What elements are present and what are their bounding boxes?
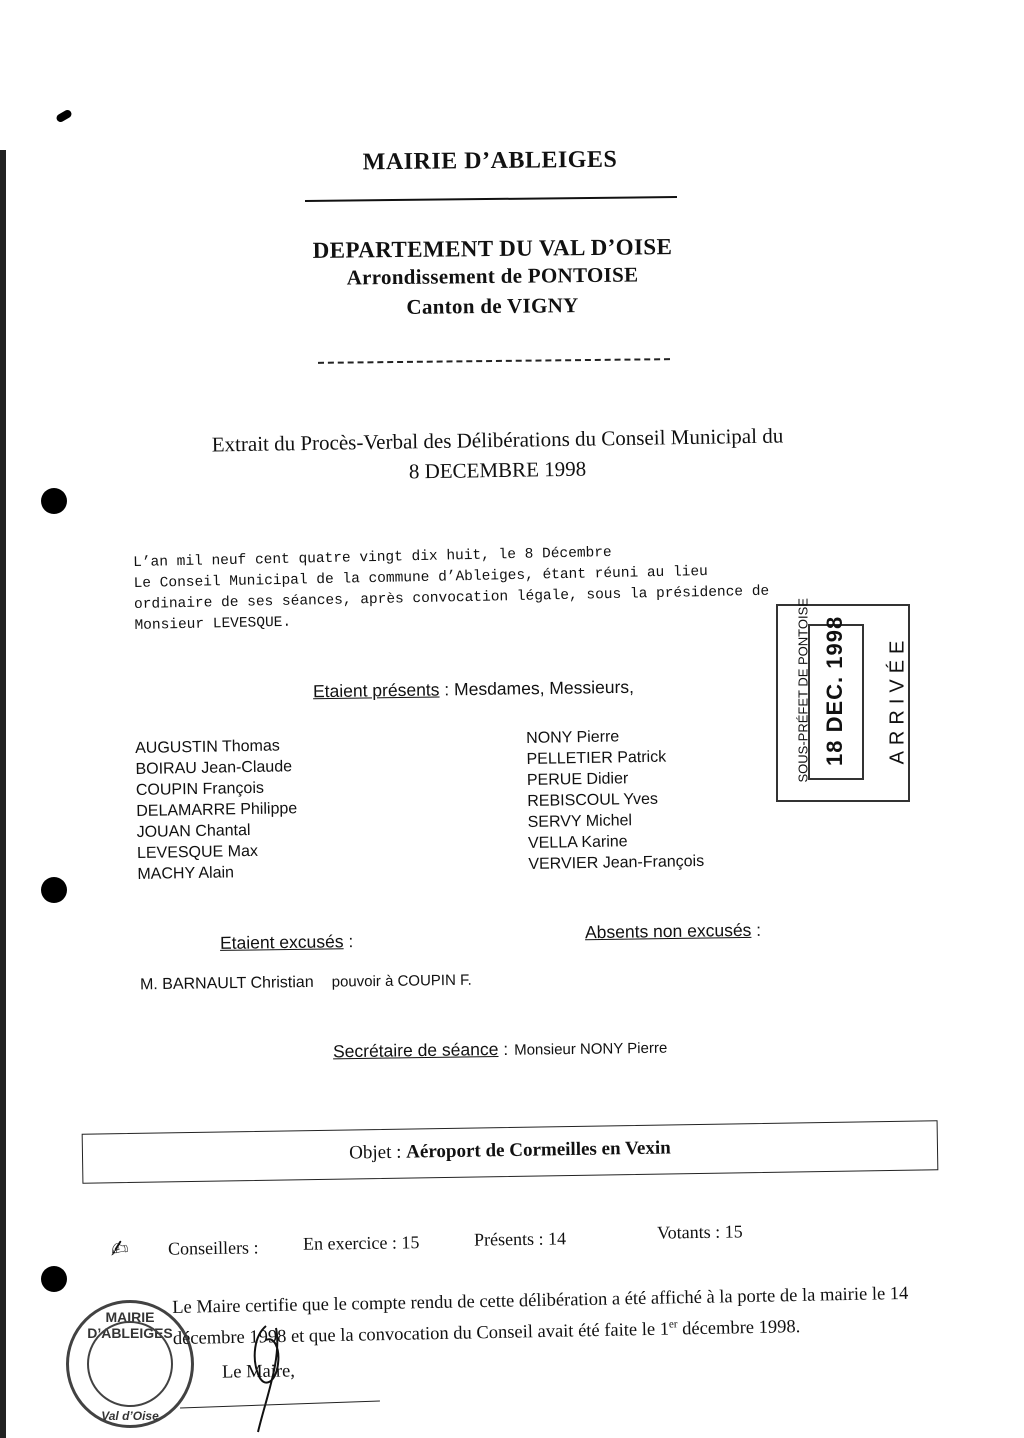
objet-box	[82, 1120, 939, 1183]
presents-list-right	[526, 725, 704, 875]
pen-hand-icon: ✍	[107, 1234, 131, 1263]
en-exercice-count: En exercice : 15	[302, 1232, 420, 1254]
absents-suffix: :	[751, 919, 762, 940]
extrait-heading: Extrait du Procès-Verbal des Délibérations du Conseil Municipal du	[211, 423, 784, 457]
member-name: JOUAN Chantal	[136, 822, 251, 841]
presents-heading	[313, 677, 634, 702]
mayor-signature	[236, 1318, 306, 1436]
scan-edge	[0, 150, 6, 1438]
absents-label: Absents non excusés	[584, 919, 752, 943]
stamp-authority: SOUS-PRÉFET DE PONTOISE	[795, 598, 811, 783]
secretaire-line	[333, 1037, 667, 1063]
member-name: REBISCOUL Yves	[527, 790, 659, 810]
seal-top-text: MAIRIE D’ABLEIGES	[87, 1309, 173, 1341]
member-name: VERVIER Jean-François	[528, 852, 705, 873]
member-name: DELAMARRE Philippe	[136, 800, 298, 820]
presents-label: Etaient présents	[312, 679, 440, 702]
member-name: SERVY Michel	[527, 812, 633, 831]
scan-speck	[55, 109, 73, 124]
arrondissement-line: Arrondissement de PONTOISE	[346, 262, 639, 290]
excuses-label: Etaient excusés	[219, 931, 344, 953]
page-title: MAIRIE D’ABLEIGES	[362, 146, 618, 176]
presents-suffix: : Mesdames, Messieurs,	[439, 676, 635, 700]
mairie-seal	[66, 1300, 194, 1428]
objet-label: Objet :	[349, 1141, 407, 1164]
secretaire-label: Secrétaire de séance	[332, 1039, 499, 1062]
excuses-suffix: :	[343, 931, 354, 952]
punch-hole	[41, 1266, 67, 1292]
excused-proxy: pouvoir à COUPIN F.	[331, 971, 472, 991]
absents-heading	[585, 920, 761, 943]
member-name: NONY Pierre	[526, 728, 620, 747]
certification-line-1: Le Maire certifie que le compte rendu de cette délibération a été affiché à la porte de la mairie le 14	[172, 1283, 909, 1318]
presents-list-left	[135, 735, 298, 885]
excused-member	[140, 972, 472, 995]
punch-hole	[41, 877, 67, 903]
certification-sup: er	[668, 1318, 678, 1331]
seal-bottom-text: Val d’Oise	[101, 1409, 159, 1423]
member-name: VELLA Karine	[527, 833, 628, 852]
excuses-heading	[220, 931, 354, 954]
member-name: PERUE Didier	[526, 770, 629, 789]
excused-name: M. BARNAULT Christian	[139, 973, 314, 994]
member-name: AUGUSTIN Thomas	[135, 737, 280, 757]
extrait-date: 8 DECEMBRE 1998	[408, 456, 587, 484]
dashed-divider	[318, 358, 670, 364]
certification-text-end: décembre 1998.	[677, 1317, 801, 1340]
secretaire-value: Monsieur NONY Pierre	[514, 1039, 668, 1059]
maire-signoff: Le Maire,	[221, 1361, 296, 1383]
punch-hole	[41, 488, 67, 514]
member-name: MACHY Alain	[137, 864, 235, 883]
member-name: LEVESQUE Max	[136, 842, 259, 862]
seal-inner-ring	[87, 1321, 173, 1407]
arrival-stamp	[776, 598, 910, 802]
stamp-status: ARRIVÉE	[886, 634, 909, 765]
member-name: BOIRAU Jean-Claude	[135, 758, 293, 778]
department-line: DEPARTEMENT DU VAL D’OISE	[312, 234, 673, 263]
secretaire-suffix: :	[498, 1038, 509, 1060]
member-name: COUPIN François	[135, 779, 265, 799]
votants-count: Votants : 15	[656, 1221, 743, 1243]
conseillers-label: Conseillers :	[167, 1237, 259, 1259]
member-name: PELLETIER Patrick	[526, 748, 667, 768]
canton-line: Canton de VIGNY	[406, 293, 579, 319]
certification-text: décembre 1998 et que la convocation du Conseil avait été faite le 1	[172, 1319, 670, 1350]
title-rule	[305, 196, 677, 202]
intro-paragraph: L’an mil neuf cent quatre vingt dix huit, le 8 Décembre Le Conseil Municipal de la commune d’Ableiges, étant réuni au lieu ordinaire de ses séances, après convocation légale, sous la présidence de Monsieur LEVESQUE.	[133, 544, 770, 634]
stamp-date: 18 DEC. 1998	[822, 615, 847, 766]
objet-line	[83, 1133, 937, 1168]
stamp-date-box	[808, 615, 864, 780]
presents-count: Présents : 14	[473, 1228, 567, 1250]
objet-value: Aéroport de Cormeilles en Vexin	[406, 1137, 671, 1163]
